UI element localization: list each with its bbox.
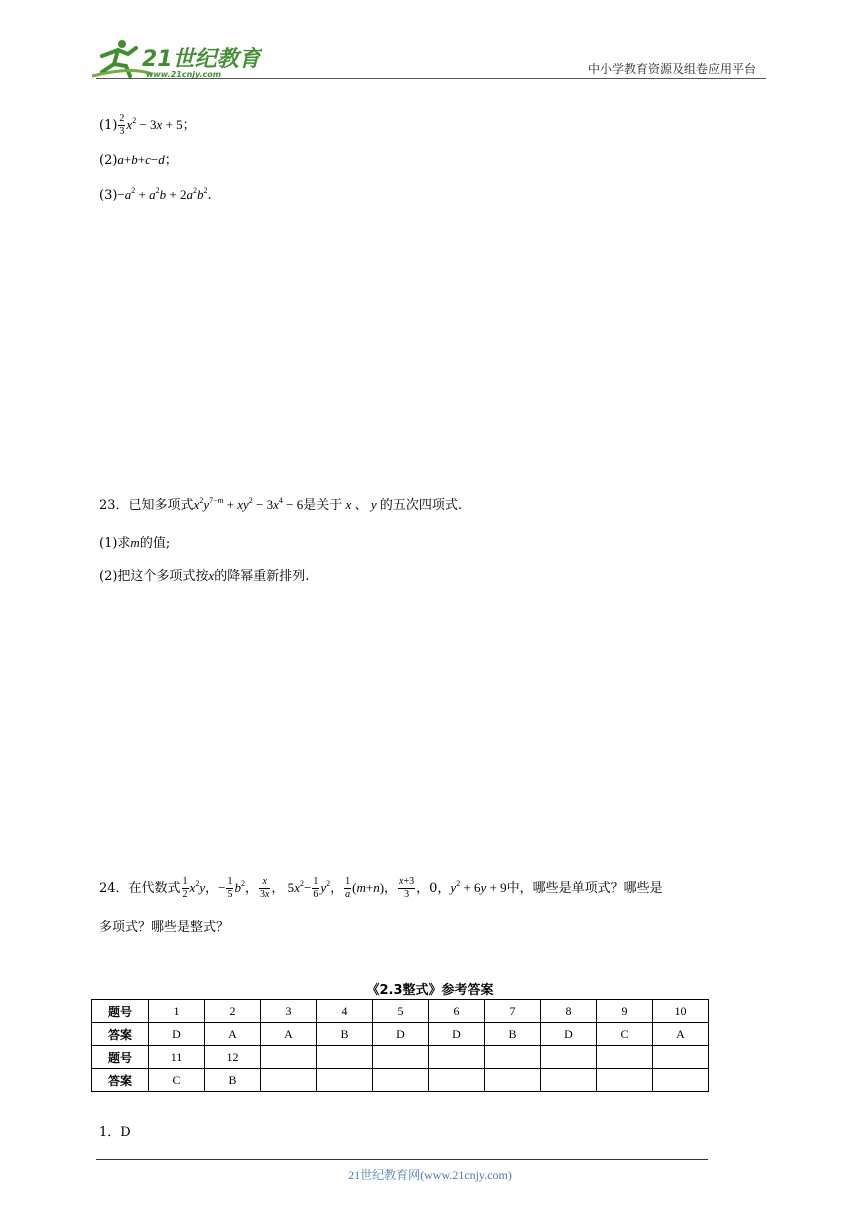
table-cell <box>597 1069 653 1092</box>
table-row <box>92 1000 709 1023</box>
row-header: 题号 <box>92 1000 149 1023</box>
table-cell <box>429 1069 485 1092</box>
table-cell <box>541 1069 597 1092</box>
table-cell <box>653 1069 709 1092</box>
logo-text: 21世纪教育 <box>142 47 261 72</box>
footer-divider <box>96 1159 708 1160</box>
part-label: (3) <box>99 188 118 203</box>
table-cell: D <box>541 1023 597 1046</box>
table-cell: D <box>429 1023 485 1046</box>
table-cell <box>317 1069 373 1092</box>
footer-link[interactable]: 21世纪教育网(www.21cnjy.com) <box>348 1168 512 1182</box>
table-cell <box>485 1046 541 1069</box>
header-divider <box>96 78 766 79</box>
answer-key-title: 《2.3整式》参考答案 <box>366 983 494 998</box>
solution-1: 1．D <box>99 1125 131 1140</box>
table-cell: D <box>149 1023 205 1046</box>
table-cell <box>541 1046 597 1069</box>
table-cell <box>485 1069 541 1092</box>
table-cell <box>429 1046 485 1069</box>
table-cell: 4 <box>317 1000 373 1023</box>
table-cell: 10 <box>653 1000 709 1023</box>
logo-url: www.21cnjy.com <box>146 70 222 79</box>
q22-part-1: (1) $\frac{2}{3}$ $x^2 - 3x + 5$； <box>99 113 196 137</box>
table-cell <box>373 1046 429 1069</box>
table-cell <box>653 1046 709 1069</box>
table-cell: B <box>317 1023 373 1046</box>
table-cell: 1 <box>149 1000 205 1023</box>
table-cell <box>261 1069 317 1092</box>
table-cell: 12 <box>205 1046 261 1069</box>
q23-part-2: (2)把这个多项式按x的降幂重新排列. <box>99 568 310 584</box>
table-cell: A <box>261 1023 317 1046</box>
table-cell <box>317 1046 373 1069</box>
table-row <box>92 1046 709 1069</box>
table-cell: 9 <box>597 1000 653 1023</box>
q22-part-3: $(3)-a^2 + a^2b + 2a^2b^2$. <box>99 186 212 203</box>
row-header: 答案 <box>92 1023 149 1046</box>
q22-part-2: (2)a+b+c−d； <box>99 152 178 168</box>
table-cell: B <box>485 1023 541 1046</box>
table-cell: D <box>373 1023 429 1046</box>
table-cell: 11 <box>149 1046 205 1069</box>
table-cell <box>597 1046 653 1069</box>
table-cell <box>261 1046 317 1069</box>
platform-tagline: 中小学教育资源及组卷应用平台 <box>587 62 756 76</box>
runner-logo-icon <box>92 36 262 82</box>
table-cell <box>373 1069 429 1092</box>
q24-stem: 24．在代数式 $\frac{1}{2}$ $x^2y$，− $\frac{1}{5}$ $b^2$， $\frac{x}{3x}$ ， $5x^2-$ $\frac{1}{6}$ $y^2$， $\frac{1}{a}$ (m+n)， $\frac{x+3}{3}$ ，0，$y^2 + 6y + 9$中，哪些是单项式？哪些是 <box>99 876 663 900</box>
table-cell: A <box>653 1023 709 1046</box>
table-row <box>92 1023 709 1046</box>
table-cell: C <box>149 1069 205 1092</box>
fraction-two-thirds: $\frac{2}{3}$ <box>119 113 125 137</box>
table-cell: 3 <box>261 1000 317 1023</box>
table-cell: A <box>205 1023 261 1046</box>
part-label: (1) <box>99 118 118 133</box>
part-label: (2) <box>99 153 118 168</box>
table-cell: 5 <box>373 1000 429 1023</box>
answer-table <box>91 999 709 1092</box>
q23-stem: 23．已知多项式$x^2y^{7-m} + xy^2 - 3x^4 - 6$是关于 x 、 y 的五次四项式. <box>99 496 462 513</box>
site-logo <box>92 36 262 82</box>
table-cell: 2 <box>205 1000 261 1023</box>
q23-part-1: (1)求m的值; <box>99 535 171 551</box>
table-cell: B <box>205 1069 261 1092</box>
table-cell: 7 <box>485 1000 541 1023</box>
table-cell: C <box>597 1023 653 1046</box>
table-row <box>92 1069 709 1092</box>
row-header: 题号 <box>92 1046 149 1069</box>
table-cell: 6 <box>429 1000 485 1023</box>
table-cell: 8 <box>541 1000 597 1023</box>
row-header: 答案 <box>92 1069 149 1092</box>
q24-line-2: 多项式？哪些是整式？ <box>99 920 230 935</box>
